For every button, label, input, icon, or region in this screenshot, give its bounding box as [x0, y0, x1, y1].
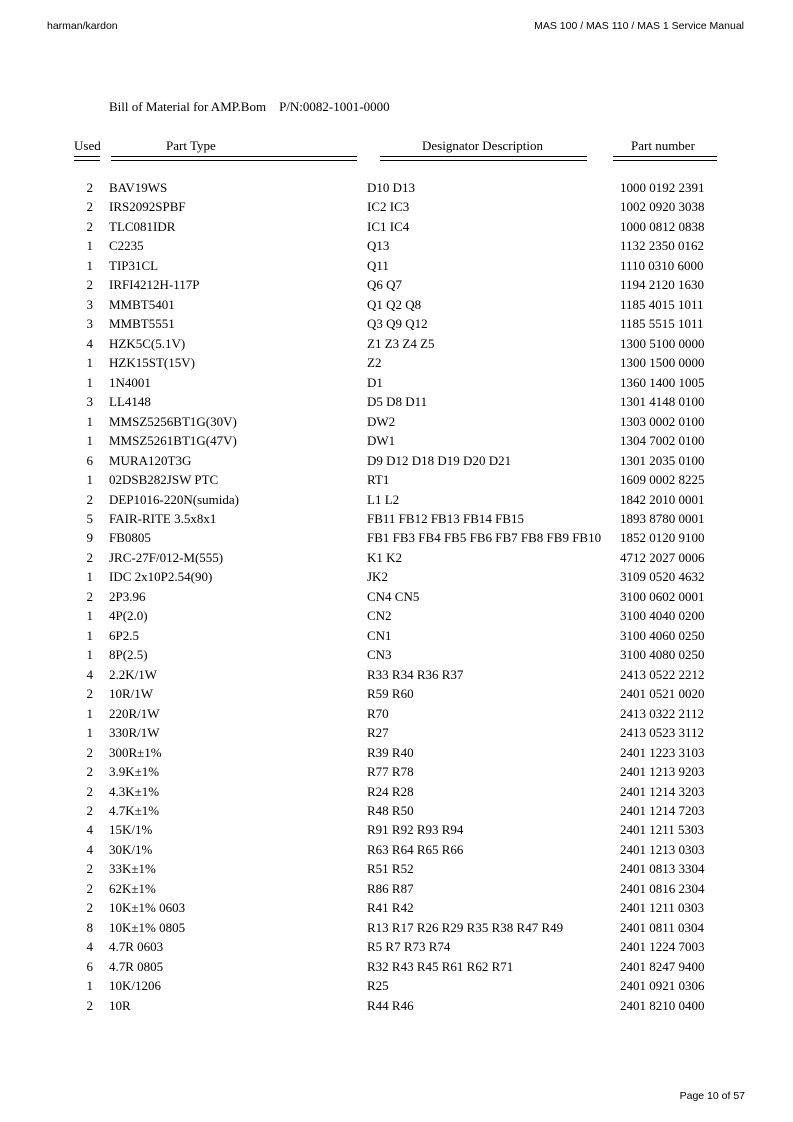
table-row [0, 198, 793, 217]
table-row [0, 763, 793, 782]
cell-part-number: 1185 5515 1011 [620, 316, 704, 332]
cell-part-number: 1132 2350 0162 [620, 238, 705, 254]
table-row [0, 257, 793, 276]
cell-designator: R32 R43 R45 R61 R62 R71 [367, 958, 514, 974]
header-brand: harman/kardon [47, 20, 118, 32]
table-row [0, 821, 793, 840]
separator-part-type [111, 156, 357, 161]
table-row [0, 432, 793, 451]
table-row [0, 783, 793, 802]
cell-used: 2 [86, 803, 93, 818]
cell-used: 1 [86, 257, 93, 273]
cell-part-number: 1304 7002 0100 [620, 433, 705, 449]
cell-designator: RT1 [367, 472, 390, 488]
separator-part-number [613, 156, 717, 161]
cell-part-type: 1N4001 [109, 374, 151, 390]
cell-part-type: 330R/1W [109, 725, 160, 741]
cell-part-number: 1110 0310 6000 [620, 257, 704, 273]
cell-designator: CN1 [367, 627, 392, 643]
cell-part-type: MMSZ5261BT1G(47V) [109, 433, 237, 449]
cell-designator: L1 L2 [367, 491, 400, 507]
cell-part-type: FB0805 [109, 530, 151, 546]
table-row [0, 179, 793, 198]
cell-used: 1 [86, 627, 93, 643]
cell-used: 9 [86, 530, 93, 546]
table-row [0, 354, 793, 373]
cell-part-number: 1301 2035 0100 [620, 452, 705, 468]
cell-designator: DW2 [367, 413, 396, 429]
cell-part-type: DEP1016-220N(sumida) [109, 491, 239, 507]
cell-part-type: 4.7K±1% [109, 803, 160, 818]
cell-designator: Z1 Z3 Z4 Z5 [367, 335, 435, 351]
column-header-part-number: Part number [631, 138, 695, 153]
cell-part-type: 6P2.5 [109, 627, 139, 643]
cell-designator: R70 [367, 705, 389, 721]
cell-part-type: 33K±1% [109, 861, 156, 877]
cell-part-number: 2401 0811 0304 [620, 919, 705, 935]
table-row [0, 549, 793, 568]
cell-part-type: 30K/1% [109, 841, 153, 857]
cell-part-type: 8P(2.5) [109, 647, 148, 663]
cell-part-number: 2401 1224 7003 [620, 939, 705, 955]
cell-part-type: 2P3.96 [109, 588, 146, 604]
cell-used: 4 [86, 666, 93, 682]
cell-part-number: 1194 2120 1630 [620, 277, 705, 293]
cell-part-type: IDC 2x10P2.54(90) [109, 569, 213, 585]
cell-part-number: 1893 8780 0001 [620, 510, 705, 526]
cell-used: 1 [86, 238, 93, 254]
cell-used: 2 [86, 900, 93, 916]
cell-used: 8 [86, 919, 93, 935]
cell-part-type: 220R/1W [109, 705, 160, 721]
cell-designator: IC1 IC4 [367, 218, 410, 234]
cell-part-type: 10K±1% 0603 [109, 900, 186, 916]
table-row [0, 374, 793, 393]
table-row [0, 607, 793, 626]
cell-part-type: HZK5C(5.1V) [109, 335, 186, 351]
cell-used: 3 [86, 394, 93, 410]
cell-used: 3 [86, 296, 93, 312]
cell-part-type: 4.7R 0805 [109, 958, 164, 974]
table-row [0, 471, 793, 490]
cell-designator: Q11 [367, 257, 389, 273]
cell-designator: R86 R87 [367, 880, 414, 896]
cell-designator: R44 R46 [367, 997, 414, 1013]
cell-part-type: IRS2092SPBF [109, 199, 186, 215]
cell-part-number: 1000 0192 2391 [620, 180, 705, 195]
cell-part-type: LL4148 [109, 394, 151, 410]
table-row [0, 841, 793, 860]
cell-used: 5 [86, 510, 93, 526]
cell-part-type: C2235 [109, 238, 144, 254]
cell-used: 2 [86, 218, 93, 234]
table-row [0, 997, 793, 1016]
table-row [0, 938, 793, 957]
column-header-designator: Designator Description [422, 138, 543, 153]
cell-used: 2 [86, 744, 93, 760]
cell-designator: R59 R60 [367, 686, 414, 702]
cell-part-number: 2401 1211 0303 [620, 900, 705, 916]
cell-part-type: MMSZ5256BT1G(30V) [109, 413, 237, 429]
cell-part-number: 1360 1400 1005 [620, 374, 705, 390]
cell-used: 2 [86, 686, 93, 702]
cell-part-number: 1002 0920 3038 [620, 199, 705, 215]
cell-designator: R33 R34 R36 R37 [367, 666, 464, 682]
cell-part-number: 2401 8210 0400 [620, 997, 705, 1013]
cell-part-type: MURA120T3G [109, 452, 192, 468]
cell-used: 1 [86, 705, 93, 721]
cell-designator: Q3 Q9 Q12 [367, 316, 428, 332]
cell-designator: Q13 [367, 238, 390, 254]
page-number: Page 10 of 57 [679, 1090, 745, 1102]
cell-used: 2 [86, 764, 93, 780]
cell-part-type: 10K/1206 [109, 978, 161, 994]
cell-part-number: 2401 0813 3304 [620, 861, 705, 877]
cell-designator: FB1 FB3 FB4 FB5 FB6 FB7 FB8 FB9 FB10 [367, 530, 602, 546]
cell-used: 4 [86, 841, 93, 857]
cell-designator: R24 R28 [367, 783, 414, 799]
cell-part-number: 1000 0812 0838 [620, 218, 705, 234]
cell-used: 1 [86, 647, 93, 663]
table-row [0, 588, 793, 607]
cell-designator: R5 R7 R73 R74 [367, 939, 451, 955]
cell-part-number: 2401 1211 5303 [620, 822, 705, 838]
cell-designator: CN2 [367, 608, 392, 624]
table-row [0, 919, 793, 938]
cell-part-number: 2401 0816 2304 [620, 880, 705, 896]
cell-used: 3 [86, 316, 93, 332]
cell-part-number: 1300 5100 0000 [620, 335, 705, 351]
cell-part-number: 2401 1213 9203 [620, 764, 705, 780]
table-row [0, 627, 793, 646]
cell-part-type: 4.7R 0603 [109, 939, 164, 955]
table-row [0, 529, 793, 548]
cell-designator: D9 D12 D18 D19 D20 D21 [367, 452, 512, 468]
separator-designator [380, 156, 587, 161]
cell-used: 6 [86, 452, 93, 468]
cell-part-number: 3100 0602 0001 [620, 588, 705, 604]
cell-part-type: 10R/1W [109, 686, 154, 702]
cell-designator: R41 R42 [367, 900, 414, 916]
cell-part-number: 2401 1223 3103 [620, 744, 705, 760]
table-row [0, 296, 793, 315]
cell-used: 4 [86, 822, 93, 838]
cell-part-number: 3100 4080 0250 [620, 647, 705, 663]
cell-part-number: 4712 2027 0006 [620, 549, 705, 565]
cell-designator: R39 R40 [367, 744, 414, 760]
cell-designator: R13 R17 R26 R29 R35 R38 R47 R49 [367, 919, 564, 935]
cell-designator: DW1 [367, 433, 396, 449]
cell-part-number: 1842 2010 0001 [620, 491, 705, 507]
cell-used: 1 [86, 355, 93, 371]
cell-used: 4 [86, 335, 93, 351]
cell-part-number: 2401 8247 9400 [620, 958, 705, 974]
cell-designator: R48 R50 [367, 803, 414, 818]
cell-used: 2 [86, 491, 93, 507]
table-row [0, 491, 793, 510]
cell-designator: R63 R64 R65 R66 [367, 841, 464, 857]
cell-part-number: 2401 1213 0303 [620, 841, 705, 857]
table-row [0, 899, 793, 918]
cell-used: 4 [86, 939, 93, 955]
cell-part-type: 2.2K/1W [109, 666, 158, 682]
cell-designator: D5 D8 D11 [367, 394, 428, 410]
table-row [0, 510, 793, 529]
cell-used: 1 [86, 433, 93, 449]
cell-used: 1 [86, 608, 93, 624]
table-row [0, 237, 793, 256]
cell-used: 6 [86, 958, 93, 974]
table-row [0, 276, 793, 295]
cell-part-number: 2401 0921 0306 [620, 978, 705, 994]
cell-designator: R91 R92 R93 R94 [367, 822, 464, 838]
cell-used: 2 [86, 861, 93, 877]
cell-part-number: 3109 0520 4632 [620, 569, 705, 585]
table-row [0, 685, 793, 704]
cell-designator: K1 K2 [367, 549, 403, 565]
table-row [0, 315, 793, 334]
table-row [0, 666, 793, 685]
cell-part-number: 3100 4040 0200 [620, 608, 705, 624]
cell-part-type: HZK15ST(15V) [109, 355, 195, 371]
cell-used: 1 [86, 472, 93, 488]
cell-part-number: 3100 4060 0250 [620, 627, 705, 643]
document-title: Bill of Material for AMP.Bom P/N:0082-1001-0000 [109, 99, 390, 114]
cell-used: 1 [86, 978, 93, 994]
cell-used: 2 [86, 880, 93, 896]
cell-part-type: FAIR-RITE 3.5x8x1 [109, 510, 217, 526]
cell-part-type: JRC-27F/012-M(555) [109, 549, 224, 565]
cell-part-type: TLC081IDR [109, 218, 176, 234]
cell-used: 2 [86, 180, 93, 195]
cell-part-number: 1301 4148 0100 [620, 394, 705, 410]
cell-part-type: 15K/1% [109, 822, 153, 838]
cell-designator: Q1 Q2 Q8 [367, 296, 422, 312]
cell-part-number: 1303 0002 0100 [620, 413, 705, 429]
table-row [0, 880, 793, 899]
table-row [0, 860, 793, 879]
cell-part-type: 02DSB282JSW PTC [109, 472, 219, 488]
separator-used [74, 156, 100, 161]
table-row [0, 568, 793, 587]
table-row [0, 335, 793, 354]
cell-part-type: 300R±1% [109, 744, 162, 760]
cell-used: 1 [86, 374, 93, 390]
cell-used: 2 [86, 783, 93, 799]
cell-designator: R27 [367, 725, 389, 741]
cell-part-type: MMBT5401 [109, 296, 175, 312]
cell-designator: JK2 [367, 569, 388, 585]
cell-designator: D1 [367, 374, 383, 390]
cell-designator: CN4 CN5 [367, 588, 420, 604]
bom-table [0, 179, 793, 1016]
table-row [0, 393, 793, 412]
table-row [0, 646, 793, 665]
cell-part-number: 1609 0002 8225 [620, 472, 705, 488]
cell-designator: Q6 Q7 [367, 277, 403, 293]
cell-used: 1 [86, 413, 93, 429]
cell-designator: R77 R78 [367, 764, 414, 780]
cell-part-type: 10R [109, 997, 131, 1013]
table-row [0, 705, 793, 724]
cell-part-number: 2401 0521 0020 [620, 686, 705, 702]
cell-part-type: IRFI4212H-117P [109, 277, 200, 293]
cell-designator: R51 R52 [367, 861, 414, 877]
cell-part-number: 2401 1214 3203 [620, 783, 705, 799]
table-row [0, 958, 793, 977]
cell-used: 2 [86, 277, 93, 293]
cell-used: 1 [86, 569, 93, 585]
cell-part-number: 2413 0322 2112 [620, 705, 705, 721]
cell-used: 2 [86, 199, 93, 215]
table-row [0, 802, 793, 821]
cell-part-type: 10K±1% 0805 [109, 919, 186, 935]
cell-designator: Z2 [367, 355, 382, 371]
cell-part-type: 4P(2.0) [109, 608, 148, 624]
header-manual-title: MAS 100 / MAS 110 / MAS 1 Service Manual [534, 20, 744, 32]
cell-used: 2 [86, 997, 93, 1013]
cell-used: 2 [86, 588, 93, 604]
cell-used: 2 [86, 549, 93, 565]
cell-designator: IC2 IC3 [367, 199, 410, 215]
cell-designator: CN3 [367, 647, 392, 663]
cell-designator: D10 D13 [367, 180, 416, 195]
cell-part-type: TIP31CL [109, 257, 159, 273]
table-row [0, 724, 793, 743]
table-row [0, 744, 793, 763]
table-row [0, 977, 793, 996]
cell-designator: R25 [367, 978, 389, 994]
cell-part-type: BAV19WS [109, 180, 168, 195]
cell-part-number: 2401 1214 7203 [620, 803, 705, 818]
cell-part-type: MMBT5551 [109, 316, 175, 332]
table-row [0, 413, 793, 432]
column-header-used: Used [74, 138, 101, 153]
table-row [0, 218, 793, 237]
cell-part-number: 1300 1500 0000 [620, 355, 705, 371]
cell-part-type: 62K±1% [109, 880, 156, 896]
column-header-part-type: Part Type [166, 138, 216, 153]
cell-part-type: 4.3K±1% [109, 783, 160, 799]
cell-part-number: 2413 0523 3112 [620, 725, 705, 741]
cell-part-number: 1185 4015 1011 [620, 296, 704, 312]
cell-designator: FB11 FB12 FB13 FB14 FB15 [367, 510, 525, 526]
cell-used: 1 [86, 725, 93, 741]
table-row [0, 452, 793, 471]
cell-part-type: 3.9K±1% [109, 764, 160, 780]
cell-part-number: 1852 0120 9100 [620, 530, 705, 546]
cell-part-number: 2413 0522 2212 [620, 666, 705, 682]
